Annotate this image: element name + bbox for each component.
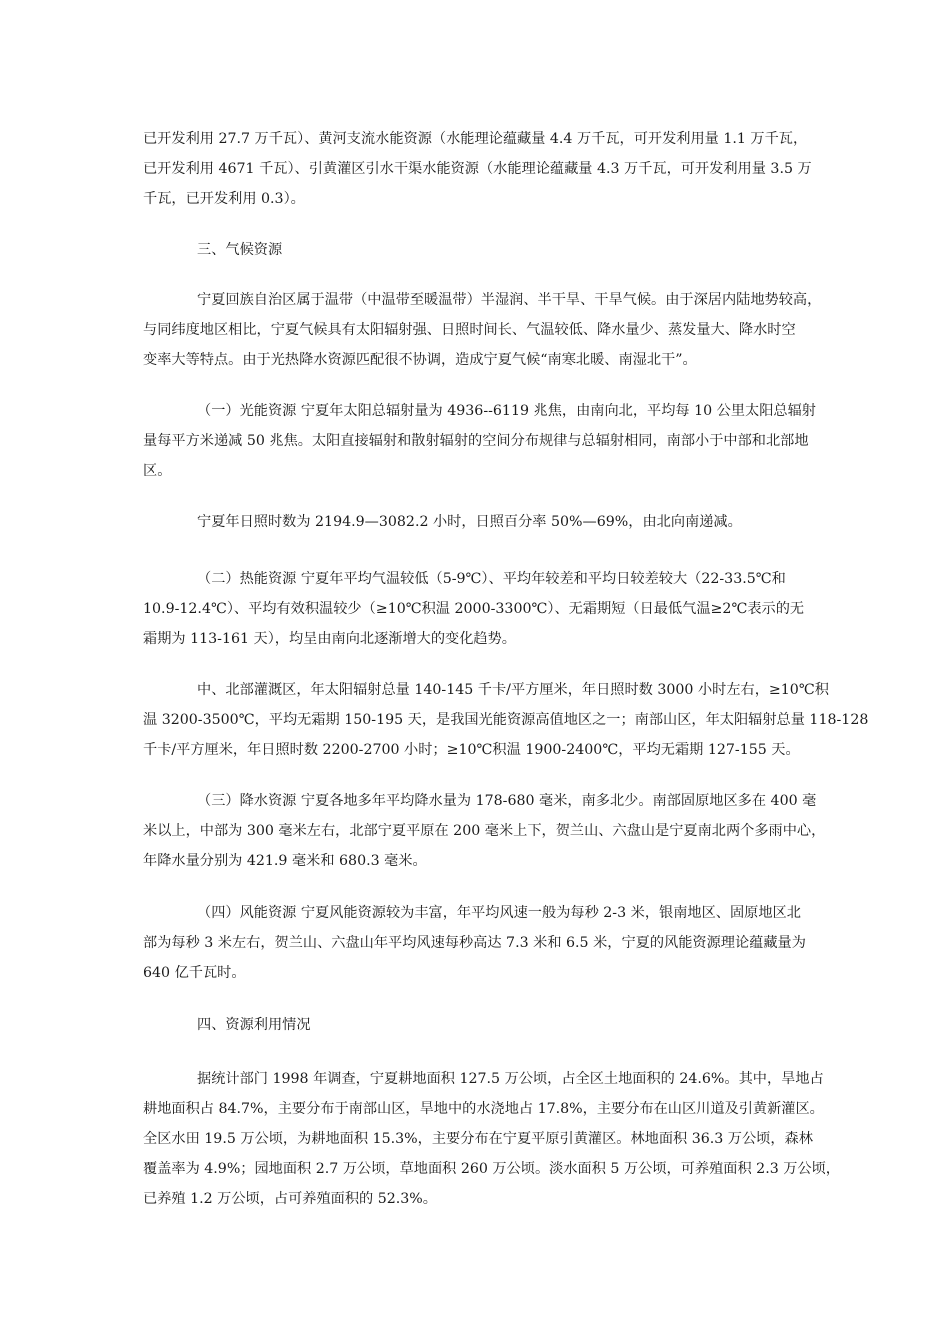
paragraph-line: （四）风能资源 宁夏风能资源较为丰富，年平均风速一般为每秒 2-3 米，银南地区、固原地区北 [197, 905, 801, 921]
wind-energy-paragraph [143, 898, 808, 988]
precipitation-paragraph [143, 786, 826, 876]
land-use-paragraph [143, 1064, 840, 1214]
climate-overview-paragraph [143, 285, 822, 375]
paragraph-line: 已开发利用 27.7 万千瓦）、黄河支流水能资源（水能理论蕴藏量 4.4 万千瓦，可开发利用量 1.1 万千瓦， [143, 131, 808, 147]
paragraph-line: 千卡/平方厘米，年日照时数 2200-2700 小时；≥10℃积温 1900-2400℃，平均无霜期 127-155 天。 [143, 742, 800, 758]
paragraph-line: 部为每秒 3 米左右，贺兰山、六盘山年平均风速每秒高达 7.3 米和 6.5 米，宁夏的风能资源理论蕴藏量为 [143, 935, 806, 951]
paragraph-line: 中、北部灌溉区，年太阳辐射总量 140-145 千卡/平方厘米，年日照时数 3000 小时左右，≥10℃积 [197, 682, 829, 698]
paragraph-line: 温 3200-3500℃，平均无霜期 150-195 天，是我国光能资源高值地区之一；南部山区，年太阳辐射总量 118-128 [143, 712, 869, 728]
paragraph-line: 米以上，中部为 300 毫米左右，北部宁夏平原在 200 毫米上下，贺兰山、六盘山是宁夏南北两个多雨中心， [143, 823, 826, 839]
paragraph-line: 10.9-12.4℃）、平均有效积温较少（≥10℃积温 2000-3300℃）、无霜期短（日最低气温≥2℃表示的无 [143, 601, 805, 617]
paragraph-line: 640 亿千瓦时。 [143, 965, 246, 981]
paragraph-line: 覆盖率为 4.9%；园地面积 2.7 万公顷，草地面积 260 万公顷。淡水面积 5 万公顷，可养殖面积 2.3 万公顷， [143, 1161, 840, 1177]
paragraph-line: 耕地面积占 84.7%，主要分布于南部山区，旱地中的水浇地占 17.8%，主要分布在山区川道及引黄新灌区。 [143, 1101, 824, 1117]
paragraph-line: 与同纬度地区相比，宁夏气候具有太阳辐射强、日照时间长、气温较低、降水量少、蒸发量大、降水时空 [143, 322, 796, 338]
paragraph-line: 变率大等特点。由于光热降水资源匹配很不协调，造成宁夏气候“南寒北暖、南湿北干”。 [143, 352, 697, 368]
light-energy-paragraph [143, 396, 816, 486]
paragraph-line: 已开发利用 4671 千瓦）、引黄灌区引水干渠水能资源（水能理论蕴藏量 4.3 万千瓦，可开发利用量 3.5 万 [143, 161, 812, 177]
paragraph-line: 区。 [143, 463, 172, 479]
section-heading-resource-use: 四、资源利用情况 [197, 1017, 311, 1033]
section-heading-climate: 三、气候资源 [197, 242, 283, 258]
paragraph-line: 量每平方米递减 50 兆焦。太阳直接辐射和散射辐射的空间分布规律与总辐射相同，南部小于中部和北部地 [143, 433, 809, 449]
intro-paragraph [143, 124, 812, 214]
paragraph-line: 宁夏回族自治区属于温带（中温带至暖温带）半湿润、半干旱、干旱气候。由于深居内陆地势较高， [197, 292, 822, 308]
paragraph-line: 霜期为 113-161 天），均呈由南向北逐渐增大的变化趋势。 [143, 631, 516, 647]
paragraph-line: （三）降水资源 宁夏各地多年平均降水量为 178-680 毫米，南多北少。南部固原地区多在 400 毫 [197, 793, 817, 809]
irrigated-region-paragraph [143, 675, 869, 765]
paragraph-line: （二）热能资源 宁夏年平均气温较低（5-9℃）、平均年较差和平均日较差较大（22-33.5℃和 [197, 571, 786, 587]
paragraph-line: （一）光能资源 宁夏年太阳总辐射量为 4936--6119 兆焦，由南向北，平均每 10 公里太阳总辐射 [197, 403, 816, 419]
sunshine-hours-paragraph [143, 507, 808, 537]
paragraph-line: 已养殖 1.2 万公顷，占可养殖面积的 52.3%。 [143, 1191, 437, 1207]
heat-energy-paragraph [143, 564, 808, 654]
paragraph-line: 千瓦，已开发利用 0.3）。 [143, 191, 305, 207]
paragraph-line: 年降水量分别为 421.9 毫米和 680.3 毫米。 [143, 853, 427, 869]
paragraph-line: 全区水田 19.5 万公顷，为耕地面积 15.3%，主要分布在宁夏平原引黄灌区。林地面积 36.3 万公顷，森林 [143, 1131, 813, 1147]
paragraph-line: 宁夏年日照时数为 2194.9—3082.2 小时，日照百分率 50%—69%，由北向南递减。 [197, 514, 742, 530]
paragraph-line: 据统计部门 1998 年调查，宁夏耕地面积 127.5 万公顷，占全区土地面积的 24.6%。其中，旱地占 [197, 1071, 824, 1087]
